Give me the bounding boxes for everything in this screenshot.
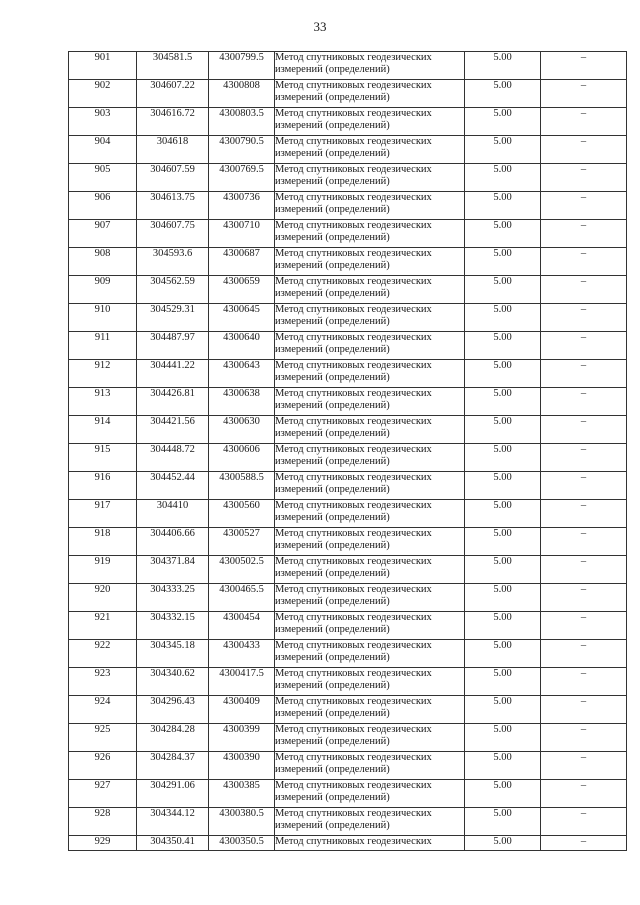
description-cell: –	[541, 164, 627, 192]
y-coordinate-cell: 4300433	[209, 640, 275, 668]
description-cell: –	[541, 752, 627, 780]
method-cell	[275, 388, 465, 416]
method-text-line: измерений (определений)	[275, 288, 390, 299]
y-coordinate-cell: 4300385	[209, 780, 275, 808]
method-text-line: Метод спутниковых геодезических	[275, 696, 432, 707]
y-coordinate-cell: 4300640	[209, 332, 275, 360]
method-cell	[275, 528, 465, 556]
accuracy-cell: 5.00	[465, 416, 541, 444]
method-cell	[275, 724, 465, 752]
x-coordinate-cell: 304607.22	[137, 80, 209, 108]
accuracy-cell: 5.00	[465, 220, 541, 248]
method-text-line: Метод спутниковых геодезических	[275, 136, 432, 147]
method-cell	[275, 52, 465, 80]
x-coordinate-cell: 304406.66	[137, 528, 209, 556]
method-cell	[275, 276, 465, 304]
method-text-line: измерений (определений)	[275, 596, 390, 607]
method-cell	[275, 248, 465, 276]
x-coordinate-cell: 304344.12	[137, 808, 209, 836]
x-coordinate-cell: 304593.6	[137, 248, 209, 276]
method-cell	[275, 220, 465, 248]
method-cell	[275, 472, 465, 500]
point-number-cell: 921	[69, 612, 137, 640]
table-row	[69, 724, 627, 752]
point-number-cell: 922	[69, 640, 137, 668]
description-cell: –	[541, 444, 627, 472]
table-row	[69, 780, 627, 808]
accuracy-cell: 5.00	[465, 808, 541, 836]
x-coordinate-cell: 304345.18	[137, 640, 209, 668]
table-row	[69, 388, 627, 416]
y-coordinate-cell: 4300736	[209, 192, 275, 220]
accuracy-cell: 5.00	[465, 136, 541, 164]
accuracy-cell: 5.00	[465, 640, 541, 668]
method-text-line: Метод спутниковых геодезических	[275, 472, 432, 483]
accuracy-cell: 5.00	[465, 668, 541, 696]
method-text-line: измерений (определений)	[275, 316, 390, 327]
table-row	[69, 220, 627, 248]
point-number-cell: 923	[69, 668, 137, 696]
method-cell	[275, 556, 465, 584]
table-row	[69, 192, 627, 220]
method-text-line: Метод спутниковых геодезических	[275, 108, 432, 119]
accuracy-cell: 5.00	[465, 332, 541, 360]
method-text-line: Метод спутниковых геодезических	[275, 332, 432, 343]
coordinates-table-body	[69, 52, 627, 851]
x-coordinate-cell: 304426.81	[137, 388, 209, 416]
description-cell: –	[541, 668, 627, 696]
x-coordinate-cell: 304607.75	[137, 220, 209, 248]
method-cell	[275, 752, 465, 780]
y-coordinate-cell: 4300454	[209, 612, 275, 640]
x-coordinate-cell: 304340.62	[137, 668, 209, 696]
point-number-cell: 918	[69, 528, 137, 556]
x-coordinate-cell: 304284.37	[137, 752, 209, 780]
x-coordinate-cell: 304332.15	[137, 612, 209, 640]
x-coordinate-cell: 304421.56	[137, 416, 209, 444]
description-cell: –	[541, 276, 627, 304]
y-coordinate-cell: 4300638	[209, 388, 275, 416]
method-cell	[275, 80, 465, 108]
x-coordinate-cell: 304448.72	[137, 444, 209, 472]
table-row	[69, 836, 627, 851]
method-text-line: измерений (определений)	[275, 92, 390, 103]
point-number-cell: 911	[69, 332, 137, 360]
point-number-cell: 904	[69, 136, 137, 164]
table-row	[69, 668, 627, 696]
table-row	[69, 808, 627, 836]
table-row	[69, 556, 627, 584]
x-coordinate-cell: 304529.31	[137, 304, 209, 332]
point-number-cell: 905	[69, 164, 137, 192]
point-number-cell: 917	[69, 500, 137, 528]
method-text-line: Метод спутниковых геодезических	[275, 640, 432, 651]
y-coordinate-cell: 4300417.5	[209, 668, 275, 696]
accuracy-cell: 5.00	[465, 472, 541, 500]
table-row	[69, 276, 627, 304]
x-coordinate-cell: 304291.06	[137, 780, 209, 808]
y-coordinate-cell: 4300645	[209, 304, 275, 332]
x-coordinate-cell: 304618	[137, 136, 209, 164]
method-text-line: Метод спутниковых геодезических	[275, 556, 432, 567]
accuracy-cell: 5.00	[465, 80, 541, 108]
accuracy-cell: 5.00	[465, 724, 541, 752]
method-text-line: Метод спутниковых геодезических	[275, 276, 432, 287]
method-cell	[275, 416, 465, 444]
accuracy-cell: 5.00	[465, 304, 541, 332]
table-row	[69, 136, 627, 164]
description-cell: –	[541, 528, 627, 556]
method-text-line: Метод спутниковых геодезических	[275, 304, 432, 315]
x-coordinate-cell: 304333.25	[137, 584, 209, 612]
table-row	[69, 444, 627, 472]
description-cell: –	[541, 332, 627, 360]
accuracy-cell: 5.00	[465, 388, 541, 416]
table-row	[69, 500, 627, 528]
method-text-line: Метод спутниковых геодезических	[275, 388, 432, 399]
point-number-cell: 908	[69, 248, 137, 276]
y-coordinate-cell: 4300390	[209, 752, 275, 780]
point-number-cell: 906	[69, 192, 137, 220]
accuracy-cell: 5.00	[465, 500, 541, 528]
description-cell: –	[541, 556, 627, 584]
y-coordinate-cell: 4300560	[209, 500, 275, 528]
method-cell	[275, 164, 465, 192]
table-row	[69, 612, 627, 640]
method-text-line: Метод спутниковых геодезических	[275, 220, 432, 231]
table-row	[69, 416, 627, 444]
accuracy-cell: 5.00	[465, 360, 541, 388]
y-coordinate-cell: 4300606	[209, 444, 275, 472]
point-number-cell: 913	[69, 388, 137, 416]
point-number-cell: 915	[69, 444, 137, 472]
point-number-cell: 912	[69, 360, 137, 388]
table-row	[69, 52, 627, 80]
description-cell: –	[541, 388, 627, 416]
page-number: 33	[313, 19, 327, 34]
description-cell: –	[541, 808, 627, 836]
method-cell	[275, 108, 465, 136]
description-cell: –	[541, 192, 627, 220]
x-coordinate-cell: 304562.59	[137, 276, 209, 304]
x-coordinate-cell: 304613.75	[137, 192, 209, 220]
table-row	[69, 528, 627, 556]
method-text-line: измерений (определений)	[275, 120, 390, 131]
method-text-line: измерений (определений)	[275, 372, 390, 383]
y-coordinate-cell: 4300527	[209, 528, 275, 556]
y-coordinate-cell: 4300659	[209, 276, 275, 304]
method-text-line: Метод спутниковых геодезических	[275, 612, 432, 623]
accuracy-cell: 5.00	[465, 528, 541, 556]
x-coordinate-cell: 304441.22	[137, 360, 209, 388]
method-cell	[275, 780, 465, 808]
description-cell: –	[541, 220, 627, 248]
point-number-cell: 924	[69, 696, 137, 724]
method-text-line: Метод спутниковых геодезических	[275, 500, 432, 511]
y-coordinate-cell: 4300687	[209, 248, 275, 276]
table-row	[69, 304, 627, 332]
method-text-line: Метод спутниковых геодезических	[275, 780, 432, 791]
method-text-line: измерений (определений)	[275, 708, 390, 719]
table-row	[69, 332, 627, 360]
table-row	[69, 80, 627, 108]
method-text-line: измерений (определений)	[275, 540, 390, 551]
description-cell: –	[541, 52, 627, 80]
y-coordinate-cell: 4300502.5	[209, 556, 275, 584]
x-coordinate-cell: 304296.43	[137, 696, 209, 724]
method-text-line: измерений (определений)	[275, 400, 390, 411]
description-cell: –	[541, 836, 627, 851]
description-cell: –	[541, 416, 627, 444]
description-cell: –	[541, 304, 627, 332]
point-number-cell: 902	[69, 80, 137, 108]
point-number-cell: 910	[69, 304, 137, 332]
description-cell: –	[541, 500, 627, 528]
method-text-line: Метод спутниковых геодезических	[275, 668, 432, 679]
description-cell: –	[541, 472, 627, 500]
x-coordinate-cell: 304607.59	[137, 164, 209, 192]
method-text-line: измерений (определений)	[275, 344, 390, 355]
method-cell	[275, 668, 465, 696]
accuracy-cell: 5.00	[465, 780, 541, 808]
x-coordinate-cell: 304350.41	[137, 836, 209, 851]
table-row	[69, 584, 627, 612]
y-coordinate-cell: 4300409	[209, 696, 275, 724]
y-coordinate-cell: 4300643	[209, 360, 275, 388]
method-text-line: Метод спутниковых геодезических	[275, 724, 432, 735]
method-cell	[275, 360, 465, 388]
method-cell	[275, 444, 465, 472]
x-coordinate-cell: 304371.84	[137, 556, 209, 584]
accuracy-cell: 5.00	[465, 164, 541, 192]
x-coordinate-cell: 304452.44	[137, 472, 209, 500]
y-coordinate-cell: 4300790.5	[209, 136, 275, 164]
accuracy-cell: 5.00	[465, 248, 541, 276]
method-text-line: измерений (определений)	[275, 176, 390, 187]
point-number-cell: 916	[69, 472, 137, 500]
table-row	[69, 696, 627, 724]
method-text-line: измерений (определений)	[275, 484, 390, 495]
x-coordinate-cell: 304410	[137, 500, 209, 528]
method-text-line: измерений (определений)	[275, 64, 390, 75]
method-cell	[275, 584, 465, 612]
point-number-cell: 903	[69, 108, 137, 136]
y-coordinate-cell: 4300380.5	[209, 808, 275, 836]
method-text-line: Метод спутниковых геодезических	[275, 360, 432, 371]
method-text-line: Метод спутниковых геодезических	[275, 248, 432, 259]
accuracy-cell: 5.00	[465, 696, 541, 724]
accuracy-cell: 5.00	[465, 836, 541, 851]
method-text-line: измерений (определений)	[275, 568, 390, 579]
method-text-line: измерений (определений)	[275, 204, 390, 215]
method-cell	[275, 332, 465, 360]
method-text-line: измерений (определений)	[275, 456, 390, 467]
accuracy-cell: 5.00	[465, 752, 541, 780]
point-number-cell: 901	[69, 52, 137, 80]
table-row	[69, 360, 627, 388]
point-number-cell: 927	[69, 780, 137, 808]
y-coordinate-cell: 4300399	[209, 724, 275, 752]
method-cell	[275, 304, 465, 332]
x-coordinate-cell: 304487.97	[137, 332, 209, 360]
description-cell: –	[541, 248, 627, 276]
method-text-line: измерений (определений)	[275, 512, 390, 523]
accuracy-cell: 5.00	[465, 612, 541, 640]
y-coordinate-cell: 4300769.5	[209, 164, 275, 192]
method-text-line: измерений (определений)	[275, 820, 390, 831]
method-text-line: Метод спутниковых геодезических	[275, 836, 432, 847]
point-number-cell: 928	[69, 808, 137, 836]
accuracy-cell: 5.00	[465, 192, 541, 220]
method-text-line: Метод спутниковых геодезических	[275, 192, 432, 203]
description-cell: –	[541, 696, 627, 724]
table-row	[69, 472, 627, 500]
method-text-line: Метод спутниковых геодезических	[275, 808, 432, 819]
accuracy-cell: 5.00	[465, 108, 541, 136]
table-row	[69, 108, 627, 136]
method-text-line: измерений (определений)	[275, 792, 390, 803]
method-cell	[275, 808, 465, 836]
table-row	[69, 248, 627, 276]
table-row	[69, 752, 627, 780]
point-number-cell: 926	[69, 752, 137, 780]
point-number-cell: 925	[69, 724, 137, 752]
method-cell	[275, 836, 465, 851]
description-cell: –	[541, 780, 627, 808]
table-row	[69, 164, 627, 192]
accuracy-cell: 5.00	[465, 556, 541, 584]
method-text-line: Метод спутниковых геодезических	[275, 444, 432, 455]
description-cell: –	[541, 640, 627, 668]
accuracy-cell: 5.00	[465, 584, 541, 612]
table-row	[69, 640, 627, 668]
method-text-line: Метод спутниковых геодезических	[275, 584, 432, 595]
method-text-line: измерений (определений)	[275, 428, 390, 439]
description-cell: –	[541, 360, 627, 388]
y-coordinate-cell: 4300710	[209, 220, 275, 248]
method-cell	[275, 192, 465, 220]
method-text-line: Метод спутниковых геодезических	[275, 416, 432, 427]
method-text-line: измерений (определений)	[275, 148, 390, 159]
accuracy-cell: 5.00	[465, 52, 541, 80]
x-coordinate-cell: 304616.72	[137, 108, 209, 136]
method-cell	[275, 612, 465, 640]
method-text-line: измерений (определений)	[275, 260, 390, 271]
method-text-line: измерений (определений)	[275, 680, 390, 691]
method-text-line: измерений (определений)	[275, 736, 390, 747]
point-number-cell: 929	[69, 836, 137, 851]
method-text-line: Метод спутниковых геодезических	[275, 752, 432, 763]
accuracy-cell: 5.00	[465, 276, 541, 304]
x-coordinate-cell: 304581.5	[137, 52, 209, 80]
method-text-line: Метод спутниковых геодезических	[275, 52, 432, 63]
y-coordinate-cell: 4300588.5	[209, 472, 275, 500]
y-coordinate-cell: 4300799.5	[209, 52, 275, 80]
point-number-cell: 914	[69, 416, 137, 444]
x-coordinate-cell: 304284.28	[137, 724, 209, 752]
method-cell	[275, 640, 465, 668]
method-text-line: измерений (определений)	[275, 764, 390, 775]
method-cell	[275, 500, 465, 528]
method-text-line: Метод спутниковых геодезических	[275, 164, 432, 175]
method-text-line: измерений (определений)	[275, 624, 390, 635]
y-coordinate-cell: 4300803.5	[209, 108, 275, 136]
point-number-cell: 920	[69, 584, 137, 612]
method-text-line: измерений (определений)	[275, 652, 390, 663]
accuracy-cell: 5.00	[465, 444, 541, 472]
method-text-line: Метод спутниковых геодезических	[275, 528, 432, 539]
description-cell: –	[541, 584, 627, 612]
coordinates-table	[68, 51, 627, 851]
y-coordinate-cell: 4300808	[209, 80, 275, 108]
method-cell	[275, 136, 465, 164]
description-cell: –	[541, 724, 627, 752]
y-coordinate-cell: 4300465.5	[209, 584, 275, 612]
method-text-line: измерений (определений)	[275, 232, 390, 243]
description-cell: –	[541, 612, 627, 640]
description-cell: –	[541, 80, 627, 108]
point-number-cell: 919	[69, 556, 137, 584]
y-coordinate-cell: 4300350.5	[209, 836, 275, 851]
point-number-cell: 909	[69, 276, 137, 304]
description-cell: –	[541, 136, 627, 164]
point-number-cell: 907	[69, 220, 137, 248]
description-cell: –	[541, 108, 627, 136]
method-text-line: Метод спутниковых геодезических	[275, 80, 432, 91]
method-cell	[275, 696, 465, 724]
y-coordinate-cell: 4300630	[209, 416, 275, 444]
